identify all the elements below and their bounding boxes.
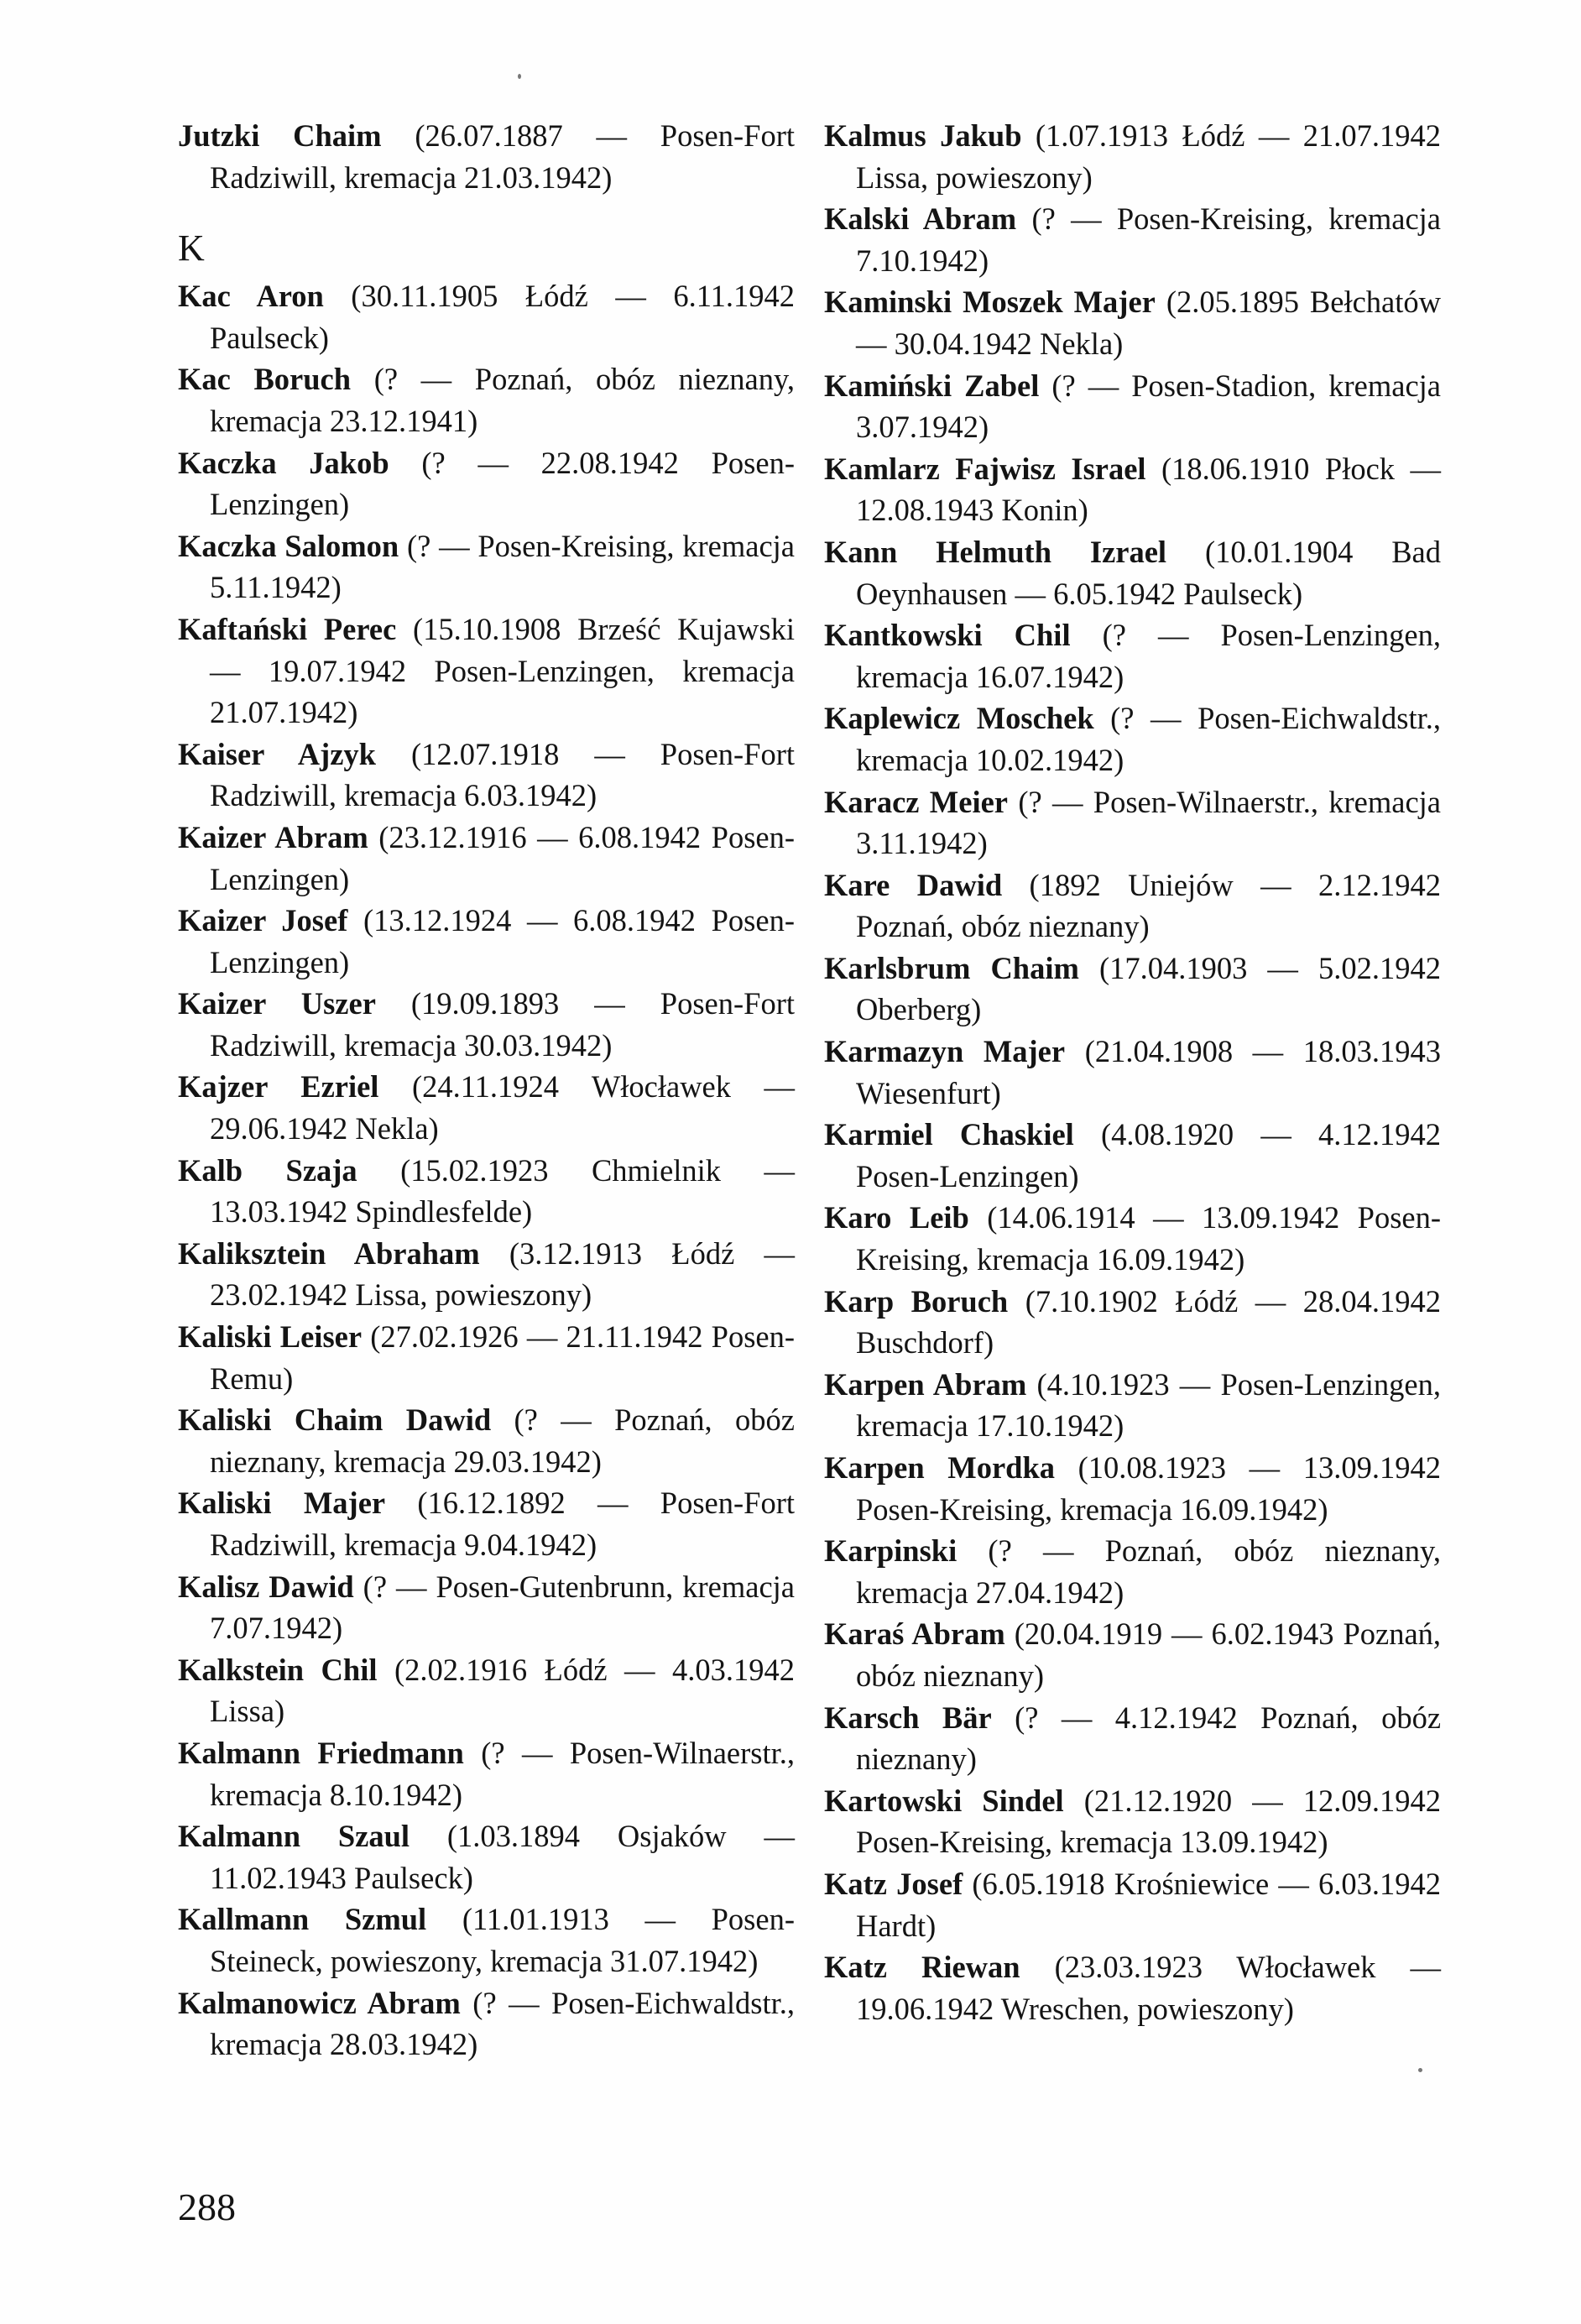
entry-details: (20.04.1919 — 6.02.1943 Poznań, obóz nieznany)	[856, 1616, 1442, 1693]
entry-name: Kac Aron	[178, 279, 324, 314]
list-item	[824, 1447, 1441, 1530]
page-number: 288	[178, 2186, 236, 2228]
list-item	[824, 1114, 1441, 1197]
entry-details: (4.08.1920 — 4.12.1942 Posen-Lenzingen)	[856, 1117, 1442, 1193]
list-item	[824, 1364, 1441, 1447]
list-item	[178, 1649, 795, 1732]
list-item	[178, 1732, 795, 1815]
list-item	[824, 1197, 1441, 1280]
entry-details: (11.01.1913 — Posen-Steineck, powieszony, kremacja 31.07.1942)	[210, 1902, 795, 1978]
entry-name: Kallmann Szmul	[178, 1902, 427, 1937]
entry-name: Kalski Abram	[824, 201, 1017, 237]
entry-name: Kaliski Majer	[178, 1486, 386, 1521]
entry-details: (6.05.1918 Krośniewice — 6.03.1942 Hardt)	[856, 1866, 1441, 1943]
entry-details: (? — Posen-Wilnaerstr., kremacja 3.11.1942)	[856, 784, 1442, 861]
entry-name: Katz Josef	[824, 1866, 963, 1901]
entry-name: Jutzki Chaim	[178, 118, 382, 153]
entry-name: Kaliski Leiser	[178, 1319, 363, 1355]
scan-speck	[518, 74, 521, 79]
entry-details: (1.07.1913 Łódź — 21.07.1942 Lissa, powieszony)	[856, 118, 1442, 195]
list-item	[178, 442, 795, 525]
list-item	[824, 1863, 1441, 1946]
entry-details: (3.12.1913 Łódź — 23.02.1942 Lissa, powieszony)	[210, 1235, 795, 1313]
list-item	[178, 1815, 795, 1898]
entry-name: Kaliski Chaim Dawid	[178, 1402, 492, 1438]
entry-details: (12.07.1918 — Posen-Fort Radziwill, kremacja 6.03.1942)	[210, 736, 796, 813]
entry-name: Kalmanowicz Abram	[178, 1985, 461, 2020]
entry-name: Kalmann Szaul	[178, 1819, 410, 1854]
list-item	[178, 817, 795, 900]
list-item	[824, 365, 1441, 448]
entry-details: (15.02.1923 Chmielnik — 13.03.1942 Spindlesfelde)	[210, 1152, 795, 1230]
entry-name: Karlsbrum Chaim	[824, 950, 1079, 985]
entry-name: Kac Boruch	[178, 362, 352, 397]
entry-name: Kajzer Ezriel	[178, 1069, 379, 1105]
list-item	[824, 1697, 1441, 1780]
entry-name: Kaczka Salomon	[178, 528, 399, 563]
entry-name: Karpen Mordka	[824, 1450, 1056, 1485]
list-item	[824, 115, 1441, 198]
entry-details: (? — 22.08.1942 Posen-Lenzingen)	[210, 445, 795, 522]
entry-details: (? — Poznań, obóz nieznany, kremacja 27.04.1942)	[856, 1533, 1441, 1610]
entry-details: (? — Posen-Eichwaldstr., kremacja 28.03.1942)	[210, 1985, 795, 2062]
list-item	[178, 1982, 795, 2065]
entry-details: (? — 4.12.1942 Poznań, obóz nieznany)	[856, 1700, 1442, 1777]
entry-details: (27.02.1926 — 21.11.1942 Posen-Remu)	[210, 1319, 796, 1396]
list-item	[824, 697, 1441, 781]
entry-name: Kaczka Jakob	[178, 445, 389, 480]
list-item	[824, 1780, 1441, 1863]
list-item	[824, 1946, 1441, 2029]
entry-name: Kaftański Perec	[178, 611, 397, 646]
entry-name: Kaminski Moszek Majer	[824, 285, 1156, 320]
entry-details: (7.10.1902 Łódź — 28.04.1942 Buschdorf)	[856, 1283, 1441, 1360]
entry-details: (? — Poznań, obóz nieznany, kremacja 29.03.1942)	[210, 1402, 795, 1479]
entry-details: (10.08.1923 — 13.09.1942 Posen-Kreising, kremacja 16.09.1942)	[856, 1450, 1441, 1527]
entry-name: Kaiser Ajzyk	[178, 736, 376, 771]
entry-details: (19.09.1893 — Posen-Fort Radziwill, kremacja 30.03.1942)	[210, 986, 795, 1063]
list-item	[178, 983, 795, 1066]
right-column	[824, 115, 1441, 2029]
entry-details: (4.10.1923 — Posen-Lenzingen, kremacja 17.10.1942)	[856, 1366, 1441, 1444]
entry-name: Kann Helmuth Izrael	[824, 534, 1167, 569]
entry-name: Karpen Abram	[824, 1366, 1027, 1402]
entry-details: (1892 Uniejów — 2.12.1942 Poznań, obóz nieznany)	[856, 867, 1442, 944]
entry-details: (23.12.1916 — 6.08.1942 Posen-Lenzingen)	[210, 819, 795, 896]
entry-details: (23.03.1923 Włocławek — 19.06.1942 Wreschen, powieszony)	[856, 1950, 1441, 2026]
entry-name: Kantkowski Chil	[824, 618, 1071, 653]
entry-name: Katz Riewan	[824, 1950, 1020, 1985]
entry-name: Karpinski	[824, 1533, 957, 1569]
entry-details: (10.01.1904 Bad Oeynhausen — 6.05.1942 Paulseck)	[856, 534, 1442, 611]
list-item	[178, 1898, 795, 1982]
entry-name: Kalmann Friedmann	[178, 1735, 464, 1770]
scan-speck	[1418, 2068, 1422, 2072]
entry-name: Karp Boruch	[824, 1283, 1009, 1319]
entry-details: (21.12.1920 — 12.09.1942 Posen-Kreising, kremacja 13.09.1942)	[856, 1783, 1442, 1860]
entry-name: Karsch Bär	[824, 1700, 992, 1735]
entry-name: Kamiński Zabel	[824, 368, 1040, 403]
entry-details: (? — Posen-Stadion, kremacja 3.07.1942)	[856, 368, 1442, 445]
list-item	[824, 1031, 1441, 1114]
list-item	[178, 275, 795, 358]
entry-name: Kalkstein Chil	[178, 1652, 378, 1687]
list-item	[178, 608, 795, 734]
entry-details: (26.07.1887 — Posen-Fort Radziwill, kremacja 21.03.1942)	[210, 118, 796, 195]
entry-details: (? — Poznań, obóz nieznany, kremacja 23.12.1941)	[210, 362, 796, 438]
entry-name: Kaizer Uszer	[178, 986, 376, 1021]
list-item	[178, 900, 795, 983]
entry-name: Kare Dawid	[824, 867, 1003, 902]
list-item	[824, 614, 1441, 697]
entry-details: (1.03.1894 Osjaków — 11.02.1943 Paulseck)	[210, 1819, 795, 1895]
list-item	[178, 115, 795, 198]
entry-details: (30.11.1905 Łódź — 6.11.1942 Paulseck)	[210, 279, 795, 355]
list-item	[824, 281, 1441, 364]
list-item	[178, 1150, 795, 1233]
entry-details: (? — Posen-Lenzingen, kremacja 16.07.1942)	[856, 618, 1441, 694]
entry-details: (13.12.1924 — 6.08.1942 Posen-Lenzingen)	[210, 903, 795, 979]
list-item	[178, 358, 795, 441]
entry-details: (? — Posen-Wilnaerstr., kremacja 8.10.1942)	[210, 1735, 795, 1812]
entry-name: Karmiel Chaskiel	[824, 1117, 1074, 1152]
entry-name: Kaizer Josef	[178, 903, 348, 938]
list-item	[178, 1399, 795, 1482]
list-item	[178, 1316, 795, 1399]
list-item	[824, 864, 1441, 948]
entry-details: (21.04.1908 — 18.03.1943 Wiesenfurt)	[856, 1034, 1442, 1110]
entry-name: Kalisz Dawid	[178, 1569, 354, 1604]
list-item	[824, 1281, 1441, 1364]
entry-details: (2.02.1916 Łódź — 4.03.1942 Lissa)	[210, 1652, 795, 1729]
entry-name: Kalmus Jakub	[824, 118, 1022, 153]
entry-name: Karmazyn Majer	[824, 1034, 1066, 1069]
list-item	[824, 531, 1441, 614]
entry-details: (18.06.1910 Płock — 12.08.1943 Konin)	[856, 451, 1441, 528]
list-item	[178, 1482, 795, 1565]
entry-name: Karacz Meier	[824, 784, 1008, 819]
entry-details: (2.05.1895 Bełchatów — 30.04.1942 Nekla)	[856, 285, 1441, 361]
section-letter: K	[178, 227, 205, 269]
list-item	[824, 448, 1441, 531]
entry-name: Karaś Abram	[824, 1616, 1005, 1652]
entry-name: Kaliksztein Abraham	[178, 1235, 480, 1271]
entry-name: Kalb Szaja	[178, 1152, 357, 1188]
entry-name: Kamlarz Fajwisz Israel	[824, 451, 1146, 486]
entry-name: Karo Leib	[824, 1200, 969, 1235]
list-item	[178, 1566, 795, 1649]
entry-details: (15.10.1908 Brześć Kujawski — 19.07.1942 Posen-Lenzingen, kremacja 21.07.1942)	[210, 611, 795, 730]
list-item	[178, 734, 795, 817]
entry-details: (24.11.1924 Włocławek — 29.06.1942 Nekla)	[210, 1069, 795, 1146]
list-item	[824, 1613, 1441, 1696]
entry-details: (? — Posen-Eichwaldstr., kremacja 10.02.1942)	[856, 701, 1441, 777]
entry-details: (? — Posen-Gutenbrunn, kremacja 7.07.1942)	[210, 1569, 795, 1646]
list-item	[824, 1530, 1441, 1613]
list-item	[178, 525, 795, 608]
list-item	[824, 198, 1441, 281]
entry-name: Kartowski Sindel	[824, 1783, 1064, 1818]
left-column	[178, 115, 795, 2065]
entry-details: (? — Posen-Kreising, kremacja 5.11.1942)	[210, 528, 795, 605]
entry-details: (? — Posen-Kreising, kremacja 7.10.1942)	[856, 201, 1441, 278]
left-entry-list	[178, 275, 795, 2065]
list-item	[178, 1233, 795, 1316]
entry-details: (16.12.1892 — Posen-Fort Radziwill, kremacja 9.04.1942)	[210, 1486, 795, 1562]
entry-name: Kaizer Abram	[178, 819, 368, 854]
entry-name: Kaplewicz Moschek	[824, 701, 1094, 736]
list-item	[824, 781, 1441, 864]
list-item	[178, 1066, 795, 1149]
entry-details: (14.06.1914 — 13.09.1942 Posen-Kreising, kremacja 16.09.1942)	[856, 1200, 1442, 1277]
entry-details: (17.04.1903 — 5.02.1942 Oberberg)	[856, 950, 1441, 1027]
list-item	[824, 948, 1441, 1031]
